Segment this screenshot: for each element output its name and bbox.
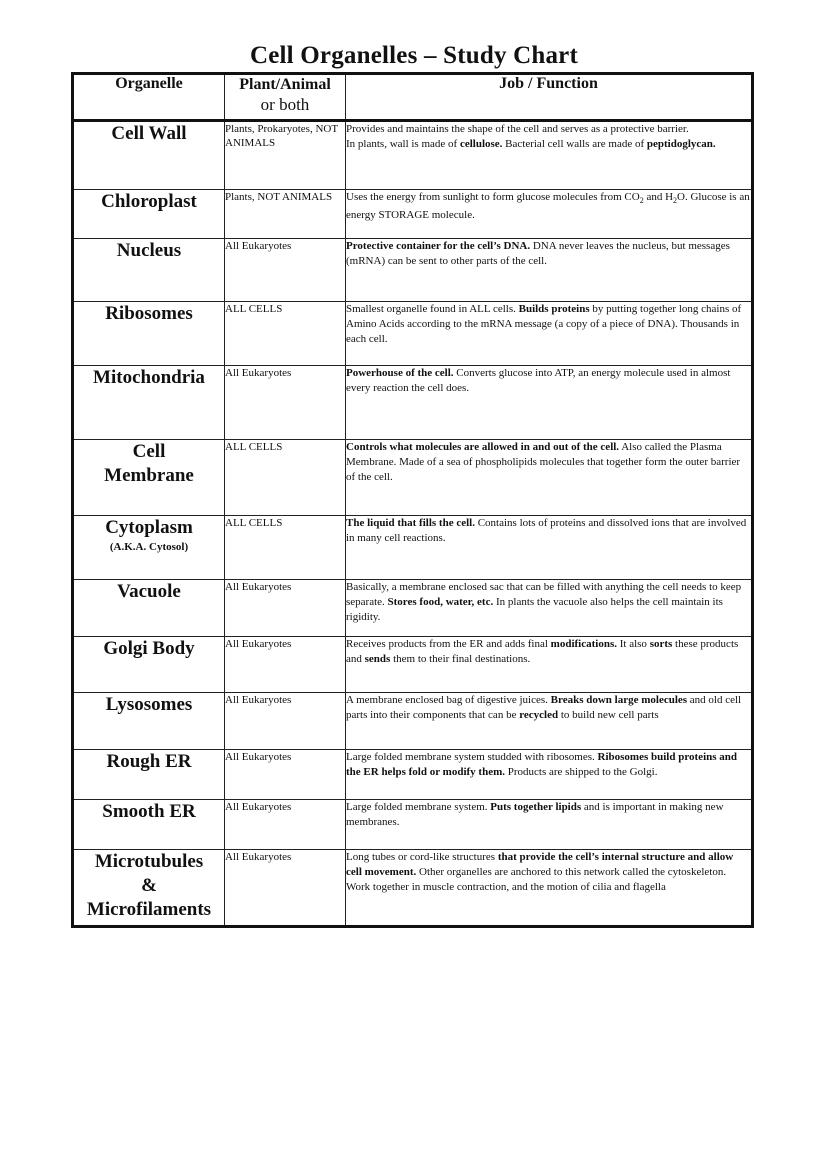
organelle-type: ALL CELLS [225,516,346,580]
header-plant-animal-line2: or both [260,95,310,114]
organelle-type: All Eukaryotes [225,800,346,850]
organelle-name-line: Microfilaments [86,899,212,920]
organelle-type: All Eukaryotes [225,850,346,927]
table-row [73,440,753,516]
organelle-function [346,121,753,190]
header-plant-animal [225,74,346,121]
function-text: In plants the vacuole also helps the cell maintain its rigidity. [346,596,723,623]
function-text: these products and [346,638,739,665]
organelle-name [73,750,225,800]
organelle-function [346,850,753,927]
organelle-name [73,693,225,750]
organelle-function [346,637,753,693]
table-row [73,693,753,750]
table-row [73,750,753,800]
function-text: Large folded membrane system. [346,801,491,813]
organelle-name [73,366,225,440]
organelle-name-line: Golgi Body [103,638,195,659]
function-text: Contains lots of proteins and dissolved ions that are involved in many cell reactions. [346,517,747,544]
table-row [73,516,753,580]
organelle-function [346,190,753,239]
organelle-name [73,302,225,366]
organelle-name-line: Nucleus [116,240,182,261]
organelle-table [71,72,754,928]
function-text: O. Glucose is an energy STORAGE molecule. [346,191,750,222]
organelle-name-line: Membrane [104,465,194,486]
organelle-function [346,516,753,580]
table-row [73,800,753,850]
organelle-type: Plants, Prokaryotes, NOT ANIMALS [225,121,346,190]
function-text: Also called the Plasma Membrane. Made of a sea of phospholipids molecules that together form the outer barrier of the cell. [346,441,741,483]
organelle-name [73,190,225,239]
table-row [73,121,753,190]
function-text-bold: Ribosomes build proteins and the ER helps fold or modify them. [346,751,738,778]
organelle-name-line: & [141,875,157,896]
function-text-bold: peptidoglycan. [646,138,716,150]
function-text: Uses the energy from sunlight to form glucose molecules from CO [346,191,640,203]
header-organelle: Organelle [73,74,225,121]
organelle-function [346,239,753,302]
function-text: It also [616,638,650,650]
organelle-name [73,580,225,637]
function-text-bold: sorts [649,638,673,650]
function-text-bold: Builds proteins [518,303,590,315]
function-text-bold: Powerhouse of the cell. [346,367,454,379]
organelle-function [346,302,753,366]
table-row [73,850,753,927]
table-row [73,302,753,366]
organelle-name-line: Cell [132,441,166,462]
organelle-name [73,516,225,580]
function-text: 2 [639,196,644,206]
organelle-type: ALL CELLS [225,302,346,366]
function-text: and is important in making new membranes. [346,801,724,828]
function-text: Basically, a membrane enclosed sac that can be filled with anything the cell needs to keep separate. [346,581,742,608]
function-text: DNA never leaves the nucleus, but messages (mRNA) can be sent to other parts of the cell. [346,240,730,267]
function-text: to build new cell parts [558,709,659,721]
function-text-bold: Stores food, water, etc. [387,596,494,608]
function-text-bold: recycled [519,709,559,721]
organelle-type: All Eukaryotes [225,750,346,800]
function-text-bold: Breaks down large molecules [550,694,688,706]
function-text: Other organelles are anchored to this network called the cytoskeleton. Work together in muscle contraction, and the motion of cilia and flagella [346,866,727,893]
organelle-type: All Eukaryotes [225,239,346,302]
organelle-name-line: Cytoplasm [105,517,193,538]
organelle-function [346,800,753,850]
table-row [73,366,753,440]
organelle-name-line: Mitochondria [93,367,205,388]
organelle-type: Plants, NOT ANIMALS [225,190,346,239]
function-text-bold: modifications. [550,638,617,650]
function-text: Receives products from the ER and adds final [346,638,551,650]
function-text-bold: Controls what molecules are allowed in and out of the cell. [346,441,620,453]
organelle-name [73,800,225,850]
organelle-type: All Eukaryotes [225,693,346,750]
table-row [73,580,753,637]
organelle-name-line: Lysosomes [105,694,193,715]
function-text: Provides and maintains the shape of the cell and serves as a protective barrier. [346,123,689,135]
function-text-bold: that provide the cell’s internal structure and allow cell movement. [346,851,734,878]
table-header-row [73,74,753,121]
header-job-function: Job / Function [346,74,753,121]
organelle-function [346,750,753,800]
table-row [73,637,753,693]
organelle-type: ALL CELLS [225,440,346,516]
organelle-name-line: Chloroplast [101,191,197,212]
organelle-name [73,440,225,516]
function-text: Smallest organelle found in ALL cells. [346,303,519,315]
function-text: Bacterial cell walls are made of [502,138,647,150]
page-title: Cell Organelles – Study Chart [249,42,579,69]
organelle-name-line: Ribosomes [105,303,193,324]
function-text-bold: sends [364,653,391,665]
organelle-function [346,440,753,516]
function-text: them to their final destinations. [390,653,531,665]
organelle-function [346,580,753,637]
function-text-bold: The liquid that fills the cell. [346,517,475,529]
function-text: Products are shipped to the Golgi. [505,766,658,778]
organelle-type: All Eukaryotes [225,580,346,637]
function-text: and old cell parts into their components that can be [346,694,742,721]
organelle-type: All Eukaryotes [225,366,346,440]
function-text: by putting together long chains of Amino Acids according to the mRNA message (a copy of a piece of DNA). Thousands in each cell. [346,303,742,345]
function-text-bold: Protective container for the cell’s DNA. [346,240,531,252]
table-row [73,190,753,239]
organelle-name-line: Smooth ER [102,801,196,822]
table-body [73,121,753,927]
organelle-type: All Eukaryotes [225,637,346,693]
function-text-bold: cellulose. [459,138,503,150]
organelle-name [73,850,225,927]
organelle-name-line: Rough ER [106,751,192,772]
table-row [73,239,753,302]
function-text: In plants, wall is made of [346,138,460,150]
function-text: Large folded membrane system studded with ribosomes. [346,751,598,763]
organelle-name-line: Cell Wall [111,123,187,144]
organelle-name-line: Vacuole [117,581,181,602]
function-text: Converts glucose into ATP, an energy molecule used in almost every reaction the cell does. [346,367,731,394]
organelle-name-line: Microtubules [94,851,204,872]
function-text: and H [643,191,674,203]
organelle-alias: (A.K.A. Cytosol) [109,541,189,553]
organelle-name [73,121,225,190]
function-text: Long tubes or cord-like structures [346,851,498,863]
function-text: A membrane enclosed bag of digestive juices. [346,694,551,706]
organelle-function [346,366,753,440]
header-plant-animal-line1: Plant/Animal [239,76,331,93]
organelle-function [346,693,753,750]
function-text-bold: Puts together lipids [490,801,582,813]
organelle-name [73,239,225,302]
organelle-name [73,637,225,693]
function-text: 2 [673,196,678,206]
